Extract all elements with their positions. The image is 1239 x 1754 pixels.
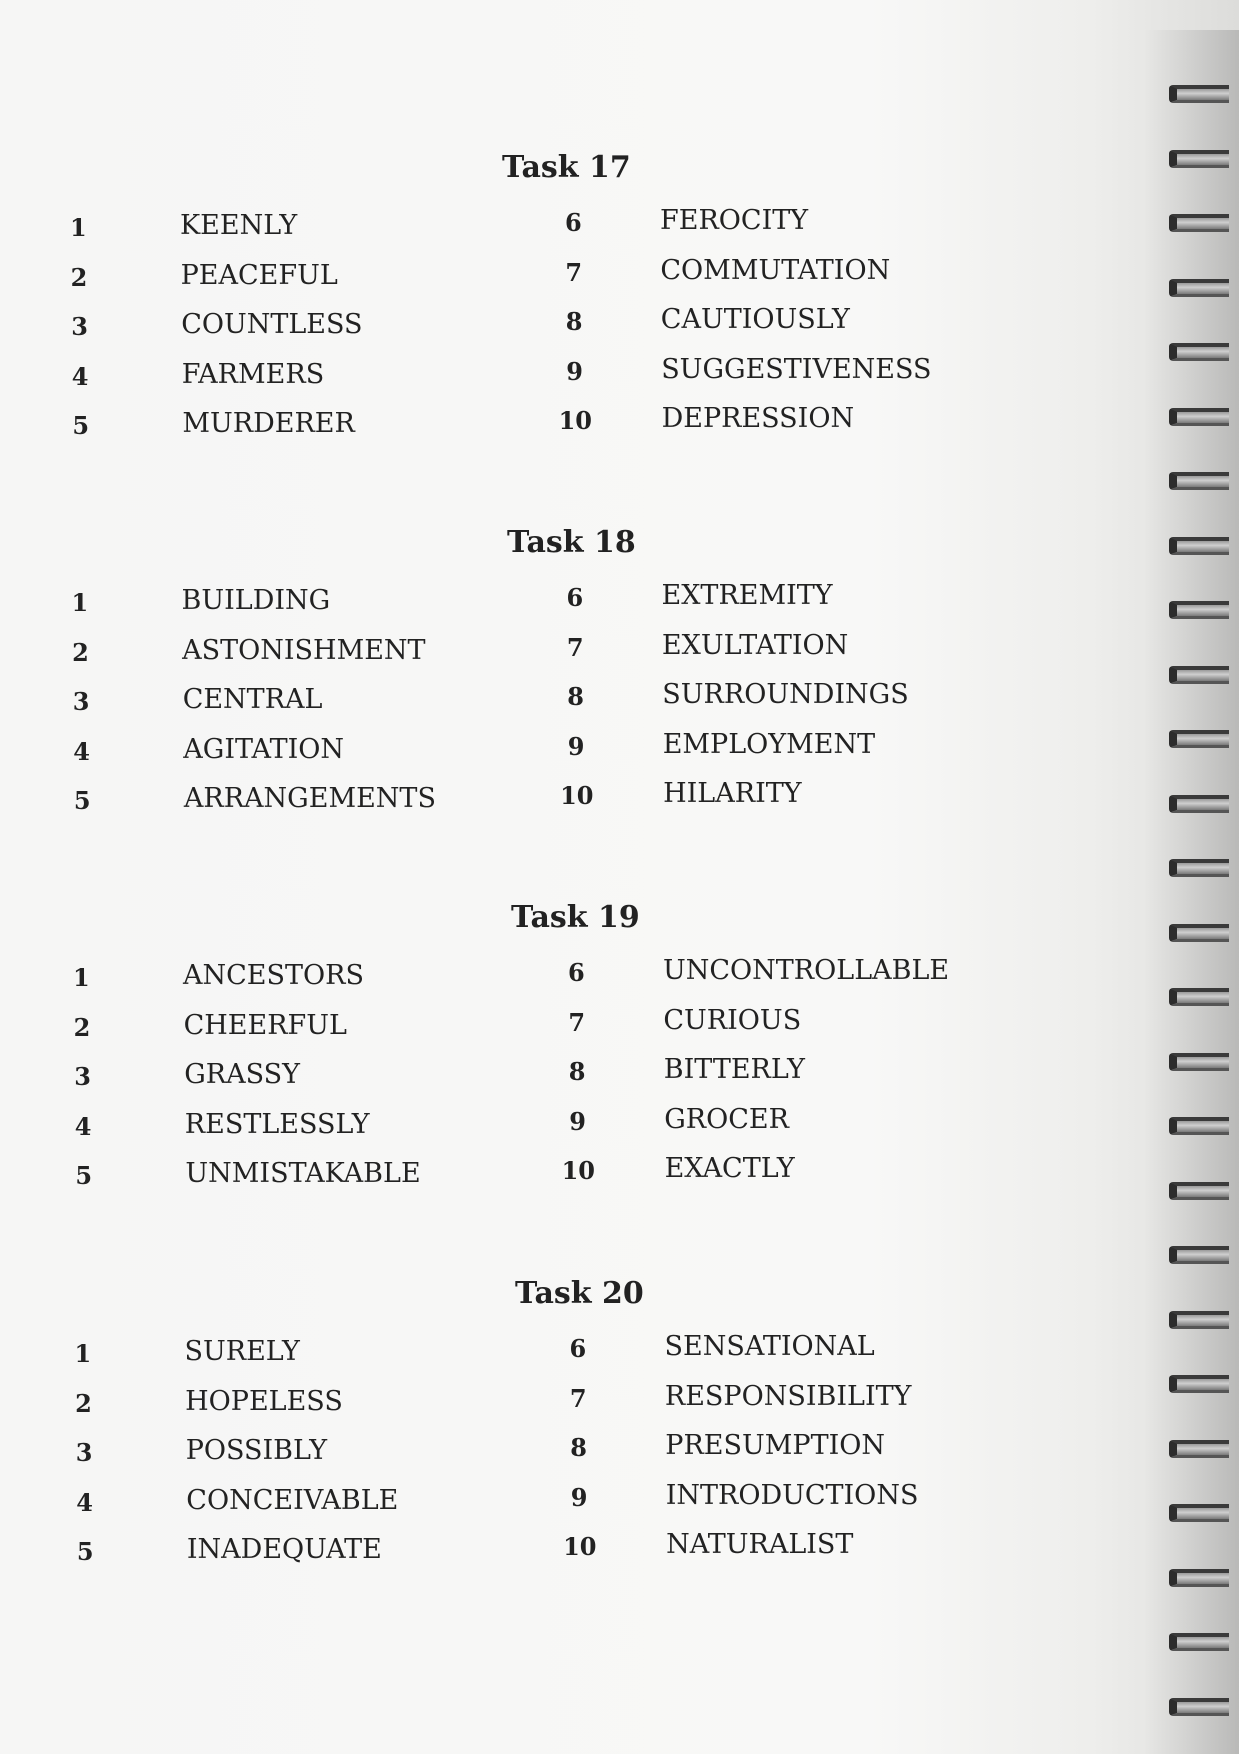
binding-ring [1169, 666, 1229, 684]
answer-number: 6 [569, 1334, 587, 1363]
binding-ring [1169, 472, 1229, 490]
answer-word: EXACTLY [664, 1153, 795, 1184]
binding-ring [1169, 214, 1229, 232]
answer-number: 10 [561, 1156, 595, 1185]
answer-number: 9 [567, 731, 585, 761]
answer-number: 9 [570, 1482, 588, 1512]
answer-word: UNMISTAKABLE [185, 1158, 421, 1189]
answer-number: 3 [75, 1438, 93, 1467]
answer-number: 1 [70, 213, 87, 242]
answer-word: RESTLESSLY [184, 1108, 370, 1140]
answer-number: 3 [71, 312, 88, 341]
binding-ring [1169, 795, 1229, 813]
answer-number: 6 [565, 208, 582, 237]
answer-word: ASTONISHMENT [182, 634, 426, 666]
binding-ring [1169, 730, 1229, 748]
binding-ring [1169, 537, 1229, 555]
answer-number: 2 [73, 1012, 91, 1042]
answer-number: 7 [568, 1007, 586, 1037]
answer-word: GROCER [664, 1103, 789, 1135]
answer-word: SURELY [184, 1336, 300, 1367]
answer-word: CONCEIVABLE [186, 1484, 399, 1516]
answer-word: NATURALIST [666, 1529, 854, 1560]
answer-word: HILARITY [663, 778, 802, 809]
answer-word: PEACEFUL [180, 259, 338, 291]
binding-ring [1169, 1375, 1229, 1393]
answer-number: 5 [72, 411, 90, 440]
answer-word: MURDERER [182, 408, 355, 439]
answer-word: INTRODUCTIONS [665, 1479, 919, 1511]
binding-ring [1169, 1117, 1229, 1135]
answer-number: 2 [70, 262, 88, 292]
binding-ring [1169, 859, 1229, 877]
spiral-binding [1144, 30, 1239, 1754]
answer-word: KEENLY [180, 210, 298, 241]
binding-ring [1169, 343, 1229, 361]
answer-number: 1 [73, 963, 90, 992]
binding-ring [1169, 1182, 1229, 1200]
answer-number: 5 [76, 1537, 94, 1566]
answer-word: RESPONSIBILITY [664, 1380, 912, 1412]
answer-number: 4 [71, 361, 89, 391]
binding-ring [1169, 924, 1229, 942]
answer-word: SURROUNDINGS [662, 679, 909, 710]
answer-number: 3 [74, 1062, 91, 1091]
binding-ring [1169, 601, 1229, 619]
answer-word: UNCONTROLLABLE [663, 955, 950, 986]
binding-ring [1169, 1246, 1229, 1264]
answer-word: CURIOUS [663, 1004, 802, 1036]
answer-number: 10 [563, 1532, 597, 1561]
answer-word: HOPELESS [185, 1385, 343, 1417]
binding-ring [1169, 1698, 1229, 1716]
answer-number: 10 [560, 781, 594, 810]
binding-ring [1169, 408, 1229, 426]
answer-word: BUILDING [181, 585, 331, 616]
answer-number: 1 [71, 588, 89, 617]
answer-word: COUNTLESS [181, 309, 363, 340]
answer-number: 8 [565, 307, 583, 336]
answer-word: FARMERS [181, 358, 325, 390]
binding-ring [1169, 1504, 1229, 1522]
answer-word: FEROCITY [660, 205, 809, 236]
answer-word: BITTERLY [663, 1054, 805, 1085]
answer-word: COMMUTATION [660, 254, 891, 286]
answer-number: 4 [76, 1487, 93, 1517]
answer-number: 2 [75, 1388, 92, 1418]
answer-word: EXULTATION [661, 629, 849, 661]
answer-word: SUGGESTIVENESS [661, 353, 932, 385]
answer-number: 7 [566, 632, 584, 662]
binding-ring [1169, 150, 1229, 168]
answer-word: EMPLOYMENT [662, 728, 876, 760]
answer-word: ANCESTORS [183, 960, 364, 991]
task-title: Task 18 [507, 525, 636, 560]
answer-word: GRASSY [184, 1059, 300, 1090]
answer-number: 4 [73, 736, 90, 766]
answer-number: 6 [566, 583, 584, 612]
binding-ring [1169, 988, 1229, 1006]
answer-number: 7 [569, 1383, 587, 1413]
answer-word: INADEQUATE [186, 1534, 382, 1565]
answer-number: 10 [558, 406, 592, 435]
task-title: Task 19 [511, 900, 640, 935]
binding-ring [1169, 1053, 1229, 1071]
binding-ring [1169, 1569, 1229, 1587]
answer-word: PRESUMPTION [665, 1430, 886, 1461]
binding-ring [1169, 279, 1229, 297]
answer-word: POSSIBLY [185, 1435, 328, 1466]
answer-number: 7 [565, 257, 583, 287]
binding-ring [1169, 85, 1229, 103]
answer-number: 1 [74, 1339, 92, 1368]
answer-number: 5 [73, 786, 91, 815]
answer-word: ARRANGEMENTS [183, 783, 436, 814]
answer-number: 9 [569, 1106, 586, 1136]
answer-number: 2 [72, 637, 89, 667]
answer-number: 9 [566, 356, 583, 386]
answer-number: 5 [75, 1161, 93, 1190]
answer-word: AGITATION [183, 733, 345, 765]
answer-word: CAUTIOUSLY [660, 304, 850, 335]
answer-number: 3 [72, 687, 90, 716]
answer-word: SENSATIONAL [664, 1331, 875, 1362]
answer-word: EXTREMITY [661, 580, 833, 611]
answer-word: DEPRESSION [661, 403, 855, 434]
answer-number: 8 [570, 1433, 587, 1462]
binding-ring [1169, 1633, 1229, 1651]
binding-ring [1169, 1311, 1229, 1329]
binding-ring [1169, 1440, 1229, 1458]
answer-word: CENTRAL [182, 684, 323, 715]
answer-word: CHEERFUL [183, 1009, 347, 1041]
task-title: Task 20 [515, 1276, 644, 1311]
answer-number: 6 [568, 958, 585, 987]
answer-number: 8 [567, 682, 584, 711]
task-title: Task 17 [502, 150, 631, 185]
answer-number: 4 [74, 1111, 92, 1141]
answer-number: 8 [568, 1057, 586, 1086]
